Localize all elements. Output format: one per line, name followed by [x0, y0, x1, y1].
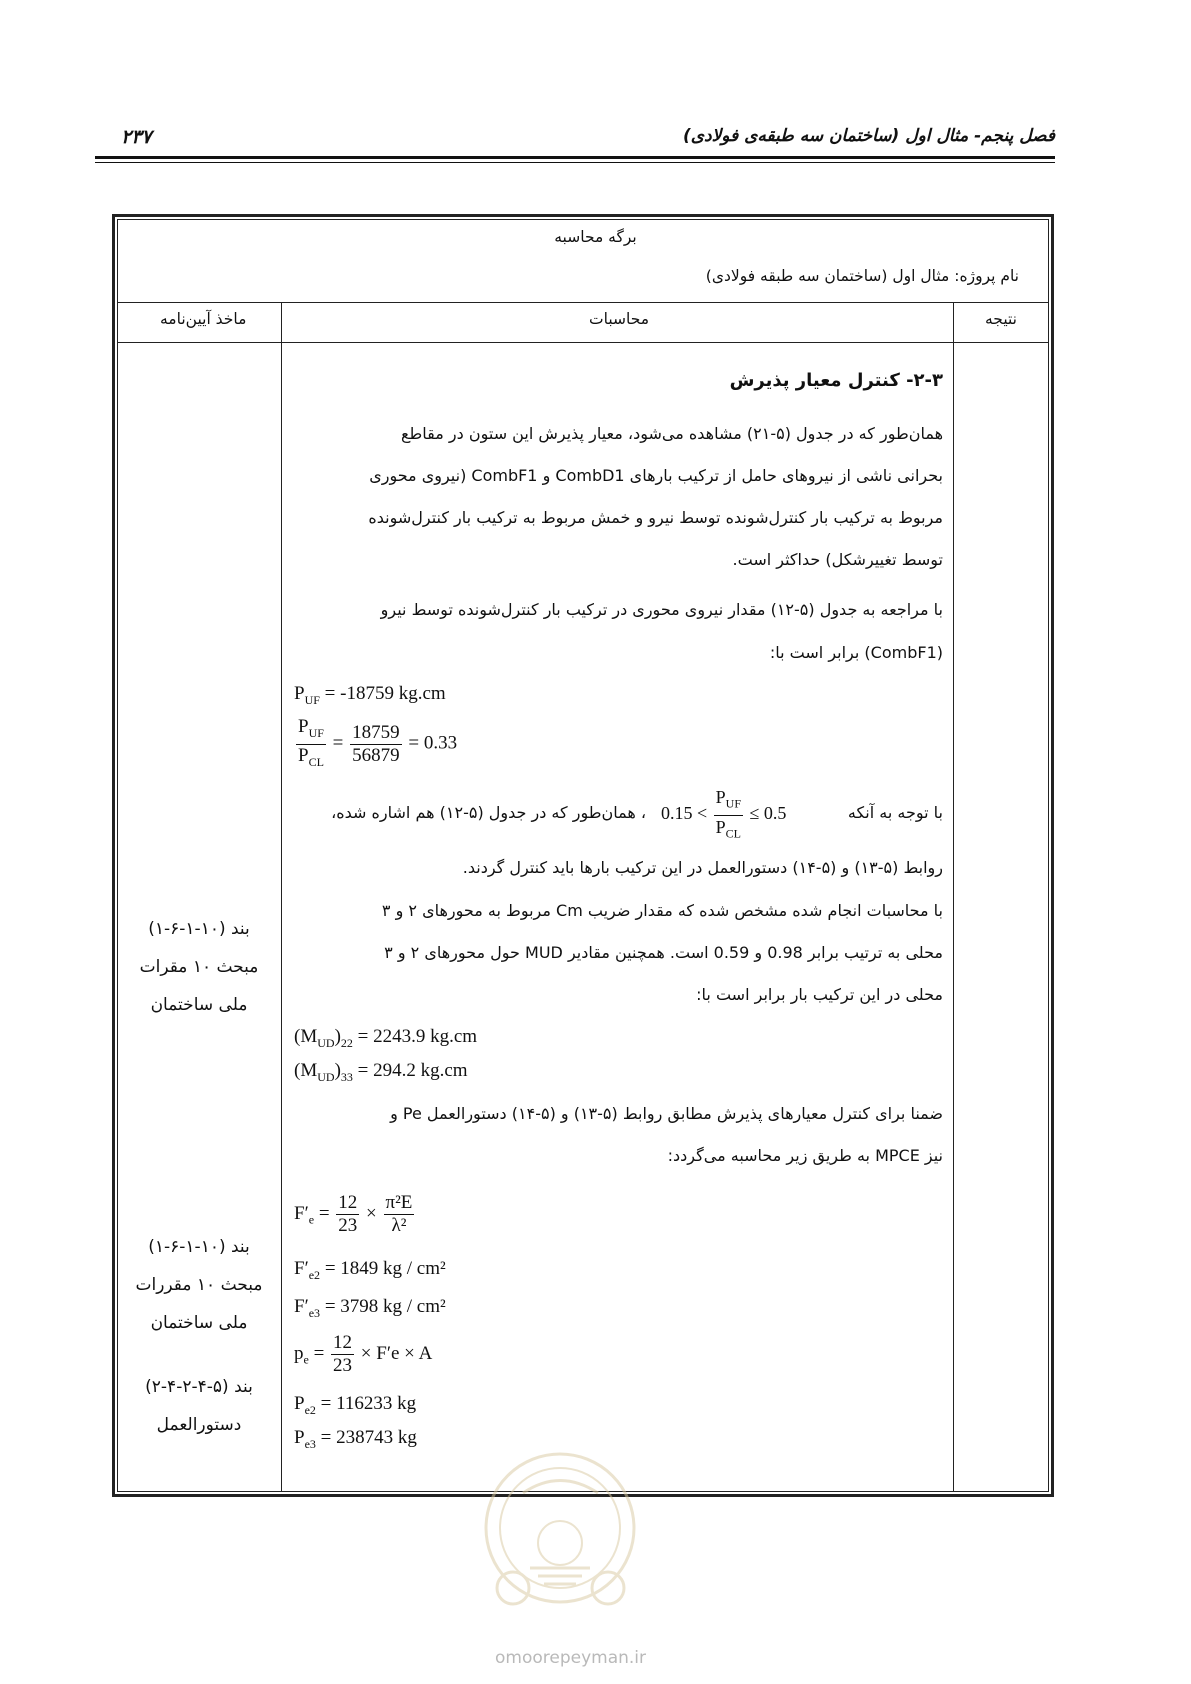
puf-value: = -18759 kg.cm	[324, 683, 446, 704]
pe-fraction	[331, 1332, 354, 1377]
col-header-result: نتیجه	[985, 310, 1017, 328]
fe-fraction-1	[336, 1192, 359, 1237]
inequality-lower: 0.15 <	[661, 803, 708, 824]
sheet-title: برگه محاسبه	[554, 228, 637, 246]
inequality-upper: ≤ 0.5	[749, 803, 787, 824]
pe-equals: =	[313, 1342, 325, 1364]
fe2-value: = 1849 kg / cm²	[324, 1258, 446, 1279]
fe-symbol: F′	[294, 1202, 309, 1224]
mud33-index: 33	[340, 1069, 353, 1084]
col-header-calculations: محاسبات	[589, 310, 650, 328]
pe3-sub: e3	[304, 1436, 316, 1451]
pe2-sub: e2	[304, 1402, 316, 1417]
pe-numerator: 12	[333, 1332, 353, 1353]
paragraph-4-line-2: محلی به ترتیب برابر 0.98 و 0.59 است. همچنین مقادیر MUD حول محورهای ۲ و ۳	[384, 943, 943, 962]
puf-subscript: UF	[304, 692, 320, 707]
mud22-index: 22	[340, 1035, 353, 1050]
mud33-value: = 294.2 kg.cm	[357, 1060, 468, 1081]
column-header-divider	[117, 342, 1049, 343]
paragraph-4-line-1: با محاسبات انجام شده مشخص شده که مقدار ضریب Cm مربوط به محورهای ۲ و ۳	[381, 901, 943, 920]
paragraph-3-lead: با توجه به آنکه	[847, 803, 943, 822]
pe3-value: = 238743 kg	[320, 1427, 417, 1448]
paragraph-3-line-2: روابط (۵-۱۳) و (۵-۱۴) دستورالعمل در این ترکیب بارها باید کنترل گردند.	[462, 858, 943, 877]
fe3-sub: e3	[308, 1305, 321, 1320]
section-heading: ۲-۳- کنترل معیار پذیرش	[729, 370, 943, 391]
pe-sub: e	[303, 1352, 309, 1367]
paragraph-4-line-3: محلی در این ترکیب بار برابر است با:	[696, 985, 943, 1004]
fe-sub: e	[308, 1212, 315, 1227]
watermark-seal-icon	[478, 1448, 643, 1623]
ratio-num-sub: UF	[308, 725, 324, 740]
page-number: ۲۳۷	[121, 126, 152, 148]
header-divider	[117, 302, 1049, 303]
ratio-num-symbol: P	[298, 716, 309, 737]
paragraph-1-line-3: مربوط به ترکیب بار کنترل‌شونده توسط نیرو و خمش مربوط به ترکیب بار کنترل‌شونده	[368, 508, 943, 527]
ratio-den-sub: CL	[308, 754, 324, 769]
puf-symbol: P	[294, 683, 305, 704]
paragraph-2-line-2: (CombF1) برابر است با:	[769, 643, 943, 662]
fe-equals: =	[318, 1202, 330, 1224]
source-ref-1-line-1: بند (۱۰-۱-۶-۱)	[148, 919, 250, 939]
equation-mud22	[294, 1026, 477, 1051]
ratio-den-symbol: P	[298, 744, 309, 766]
equation-puf	[294, 683, 446, 708]
mud22-close: )	[334, 1026, 341, 1047]
mud33-sub: UD	[317, 1069, 335, 1084]
chapter-title: فصل پنجم- مثال اول (ساختمان سه طبقه‌ی فولادی)	[682, 126, 1055, 146]
ratio-equals: =	[332, 732, 344, 754]
equation-pe3	[294, 1427, 417, 1452]
source-ref-3	[120, 1368, 278, 1444]
equation-pe2	[294, 1393, 416, 1418]
pe3-symbol: P	[294, 1427, 305, 1448]
mud22-lhs: (M	[294, 1026, 318, 1047]
paragraph-1-line-1: همان‌طور که در جدول (۵-۲۱) مشاهده می‌شود، معیار پذیرش این ستون در مقاطع	[401, 424, 943, 443]
inequality-fraction: $\frac{P_{UF}}{P_{CL}}$	[715, 787, 742, 841]
ratio-numerator-value: 18759	[352, 721, 400, 743]
equation-mud33	[294, 1060, 468, 1085]
source-ref-2-line-1: بند (۱۰-۱-۶-۱)	[148, 1237, 250, 1257]
equation-ratio	[294, 716, 457, 773]
equation-pe	[294, 1332, 432, 1377]
fe-numerator-1: 12	[338, 1192, 358, 1213]
header-rule-thin	[95, 162, 1055, 163]
pe-denominator: 23	[333, 1355, 353, 1376]
fe-denominator-2: λ²	[391, 1215, 407, 1236]
source-ref-1	[120, 910, 278, 1024]
project-name: نام پروژه: مثال اول (ساختمان سه طبقه فولادی)	[705, 267, 1019, 285]
fe3-symbol: F′	[294, 1296, 309, 1317]
paragraph-3-tail: ، همان‌طور که در جدول (۵-۱۲) هم اشاره شده،	[331, 803, 646, 822]
ratio-denominator-value: 56879	[352, 744, 400, 766]
pe2-value: = 116233 kg	[320, 1393, 417, 1414]
source-ref-1-line-2: مبحث ۱۰ مقرات	[139, 957, 259, 977]
ratio-result: = 0.33	[408, 732, 458, 754]
col-divider-left	[281, 302, 282, 1492]
paragraph-1-line-2: بحرانی ناشی از نیروهای حامل از ترکیب بارهای CombD1 و CombF1 (نیروی محوری	[369, 466, 943, 485]
inequality-expression	[661, 786, 786, 844]
fe2-sub: e2	[308, 1267, 321, 1282]
watermark-site: omoorepeyman.ir	[495, 1648, 647, 1668]
col-header-source: ماخذ آیین‌نامه	[160, 310, 247, 328]
page-header	[95, 126, 1055, 156]
fe-fraction-2	[384, 1192, 415, 1237]
pe-rest: × F′e × A	[360, 1342, 433, 1364]
paragraph-5-line-2: نیز MPCE به طریق زیر محاسبه می‌گردد:	[667, 1146, 943, 1165]
equation-fe2	[294, 1258, 446, 1283]
paragraph-2-line-1: با مراجعه به جدول (۵-۱۲) مقدار نیروی محوری در ترکیب بار کنترل‌شونده توسط نیرو	[380, 600, 943, 619]
col-divider-right	[953, 302, 954, 1492]
source-ref-3-line-1: بند (۵-۴-۲-۴-۲)	[145, 1377, 253, 1397]
paragraph-1-line-4: توسط تغییرشکل) حداکثر است.	[732, 550, 943, 569]
source-ref-2-line-3: ملی ساختمان	[150, 1313, 248, 1333]
mud22-value: = 2243.9 kg.cm	[357, 1026, 478, 1047]
mud33-lhs: (M	[294, 1060, 318, 1081]
source-ref-2	[120, 1228, 278, 1342]
pe-symbol: p	[294, 1342, 304, 1364]
fe-times: ×	[366, 1202, 377, 1224]
fe-denominator-1: 23	[338, 1215, 358, 1236]
ratio-left-fraction	[296, 716, 326, 773]
fe3-value: = 3798 kg / cm²	[324, 1296, 446, 1317]
mud22-sub: UD	[317, 1035, 335, 1050]
equation-fe	[294, 1192, 416, 1237]
source-ref-3-line-2: دستورالعمل	[156, 1415, 242, 1435]
source-ref-2-line-2: مبحث ۱۰ مقررات	[135, 1275, 263, 1295]
fe2-symbol: F′	[294, 1258, 309, 1279]
source-ref-1-line-3: ملی ساختمان	[150, 995, 248, 1015]
fe-numerator-2: π²E	[385, 1192, 413, 1213]
pe2-symbol: P	[294, 1393, 305, 1414]
ratio-right-fraction	[350, 722, 402, 767]
header-rule-thick	[95, 156, 1055, 159]
equation-fe3	[294, 1296, 446, 1321]
mud33-close: )	[334, 1060, 341, 1081]
paragraph-5-line-1: ضمنا برای کنترل معیارهای پذیرش مطابق روابط (۵-۱۳) و (۵-۱۴) دستورالعمل Pe و	[390, 1104, 943, 1123]
